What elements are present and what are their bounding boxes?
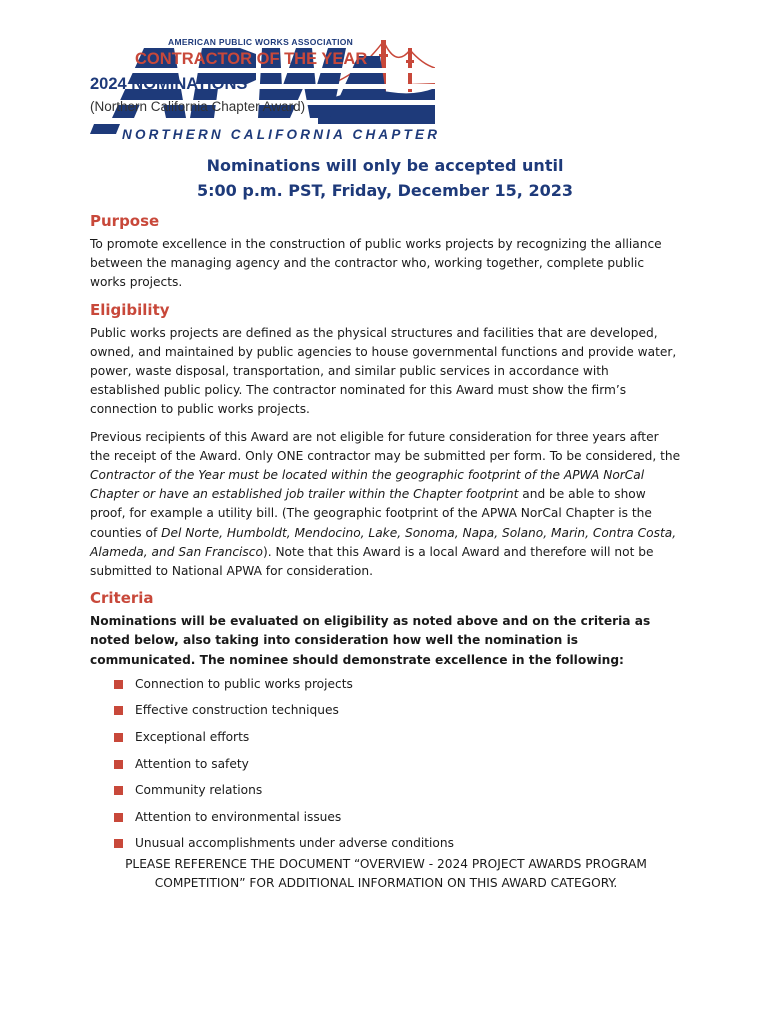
criteria-intro: Nominations will be evaluated on eligibility as noted above and on the criteria as noted below, also taking into consideration how well the nomination is communicated. The nominee should demonstrate excellence in the following: <box>90 614 651 667</box>
criteria-item <box>114 834 682 853</box>
criteria-list <box>90 675 682 854</box>
eligibility-text-c: and be able to show proof, for example a utility bill. (The geographic footprint of the APWA NorCal Chapter is the counties of <box>90 487 652 540</box>
bullet-square-icon <box>114 760 123 769</box>
bullet-square-icon <box>114 680 123 689</box>
chapter-name: NORTHERN CALIFORNIA CHAPTER <box>122 127 441 142</box>
nominations-year: 2024 NOMINATIONS <box>90 75 248 93</box>
criteria-item <box>114 808 682 827</box>
criteria-item <box>114 755 682 774</box>
purpose-heading: Purpose <box>90 212 160 230</box>
eligibility-text-a: Previous recipients of this Award are not eligible for future consideration for three years after the receipt of the Award. Only ONE contractor may be submitted per form. To be considered, the <box>90 429 681 463</box>
criteria-item <box>114 728 682 747</box>
bullet-square-icon <box>114 786 123 795</box>
deadline-line-2: 5:00 p.m. PST, Friday, December 15, 2023 <box>197 181 573 200</box>
criteria-item-label: Connection to public works projects <box>135 676 353 691</box>
bullet-square-icon <box>114 733 123 742</box>
criteria-item <box>114 675 682 694</box>
award-title: CONTRACTOR OF THE YEAR <box>135 50 368 68</box>
deadline-line-1: Nominations will only be accepted until <box>206 156 564 175</box>
criteria-heading: Criteria <box>90 589 154 608</box>
bullet-square-icon <box>114 839 123 848</box>
reference-note: PLEASE REFERENCE THE DOCUMENT “OVERVIEW - 2024 PROJECT AWARDS PROGRAM COMPETITION” FOR ADDITIONAL INFORMATION ON THIS AWARD CATEGORY. <box>125 857 647 890</box>
criteria-item-label: Community relations <box>135 783 263 798</box>
criteria-item-label: Exceptional efforts <box>135 730 250 745</box>
bullet-square-icon <box>114 813 123 822</box>
purpose-text: To promote excellence in the construction of public works projects by recognizing the alliance between the managing agency and the contractor who, working together, complete public works projects. <box>90 237 662 290</box>
eligibility-heading: Eligibility <box>90 300 170 319</box>
criteria-item-label: Unusual accomplishments under adverse conditions <box>135 836 454 851</box>
eligibility-paragraph-2 <box>90 428 682 582</box>
criteria-item-label: Attention to safety <box>135 756 249 771</box>
criteria-item-label: Effective construction techniques <box>135 703 339 718</box>
bullet-square-icon <box>114 706 123 715</box>
main-content <box>90 210 682 861</box>
award-subtitle: (Northern California Chapter Award) <box>90 99 306 114</box>
criteria-item <box>114 701 682 720</box>
purpose-section <box>90 210 682 293</box>
criteria-section <box>90 587 682 853</box>
eligibility-location-requirement: Contractor of the Year must be located within the geographic footprint of the APWA NorCal Chapter or have an established job trailer within the Chapter footprint <box>90 468 645 502</box>
eligibility-paragraph-1: Public works projects are defined as the physical structures and facilities that are developed, owned, and maintained by public agencies to house governmental functions and provide water, power, waste disposal, transportation, and similar public services in accordance with established public policy. The contractor nominated for this Award must show the firm’s connection to public works projects. <box>90 325 677 417</box>
association-name: AMERICAN PUBLIC WORKS ASSOCIATION <box>168 37 354 47</box>
criteria-item <box>114 781 682 800</box>
eligibility-counties: Del Norte, Humboldt, Mendocino, Lake, Sonoma, Napa, Solano, Marin, Contra Costa, Alameda, and San Francisco <box>90 525 677 559</box>
eligibility-text-e: ). Note that this Award is a local Award and therefore will not be submitted to National APWA for consideration. <box>90 544 654 579</box>
criteria-item-label: Attention to environmental issues <box>135 809 342 824</box>
eligibility-section <box>90 299 682 582</box>
